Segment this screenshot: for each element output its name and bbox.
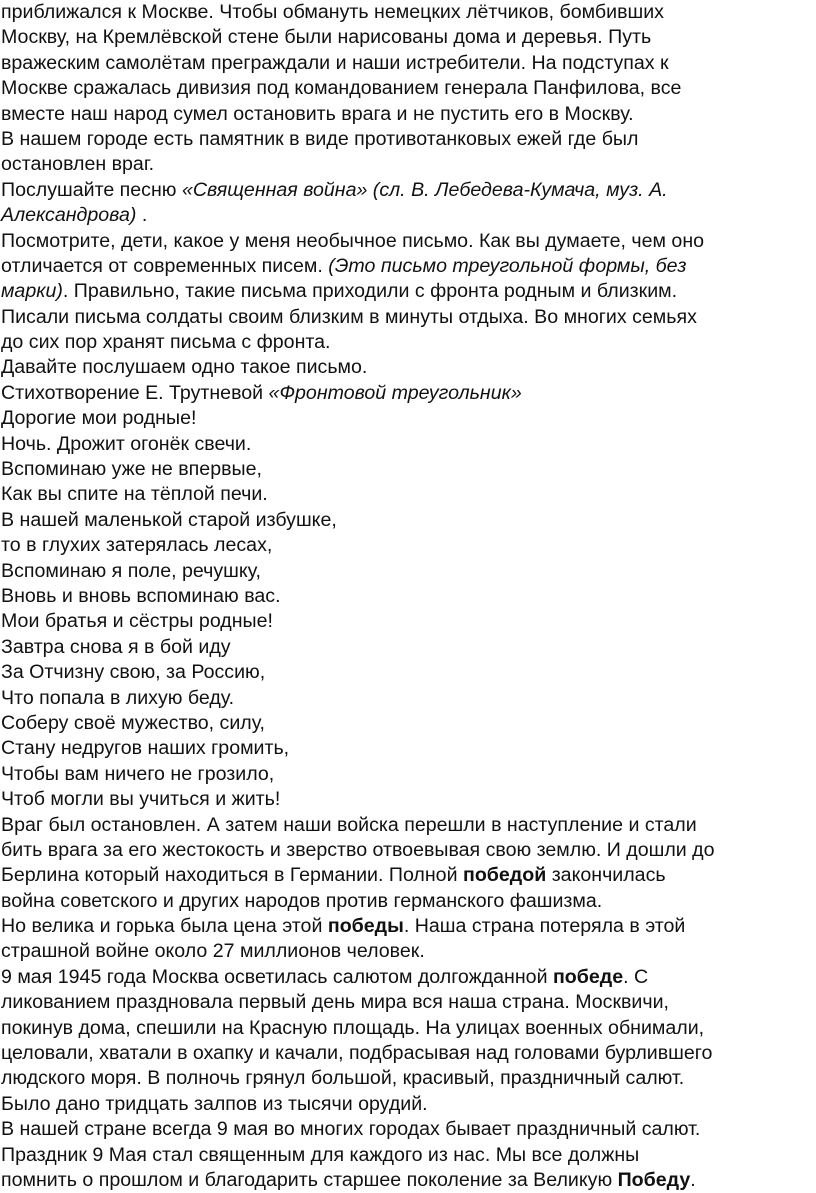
text-run: Чтобы вам ничего не грозило, [1, 762, 275, 785]
text-line [1, 990, 816, 1015]
text-line [1, 609, 816, 634]
text-run: Москве сражалась дивизия под командованием генерала Панфилова, все [1, 77, 682, 100]
text-line [1, 939, 816, 964]
text-line [1, 25, 816, 50]
text-line [1, 660, 816, 685]
bold-text-run: Победу [617, 1168, 691, 1191]
text-line [1, 482, 816, 507]
text-line [1, 838, 816, 863]
text-run: Давайте послушаем одно такое письмо. [1, 356, 368, 379]
text-run: Праздник 9 Мая стал священным для каждого из нас. Мы все должны [1, 1143, 640, 1166]
text-run: Дорогие мои родные! [1, 407, 197, 430]
text-run: приближался к Москве. Чтобы обмануть немецких лётчиков, бомбивших [1, 1, 664, 23]
text-run: Стану недругов наших громить, [1, 737, 290, 760]
italic-text-run: (Это письмо треугольной формы, без [328, 254, 687, 277]
text-line [1, 102, 816, 127]
text-run: Стихотворение Е. Трутневой [1, 381, 269, 404]
text-run: страшной войне около 27 миллионов человек. [1, 940, 425, 963]
text-line [1, 406, 816, 431]
text-run: людского моря. В полночь грянул большой, красивый, праздничный салют. [1, 1067, 685, 1090]
text-line [1, 127, 816, 152]
text-line [1, 1041, 816, 1066]
text-line [1, 1168, 816, 1193]
text-line [1, 76, 816, 101]
text-run: Послушайте песню [1, 178, 182, 201]
text-line [1, 584, 816, 609]
text-line [1, 863, 816, 888]
text-run: Было дано тридцать залпов из тысячи орудий. [1, 1092, 428, 1115]
text-line [1, 787, 816, 812]
text-line [1, 508, 816, 533]
text-run: бить врага за его жестокость и зверство отвоевывая свою землю. И дошли до [1, 838, 715, 861]
text-run: вместе наш народ сумел остановить врага и не пустить его в Москву. [1, 102, 634, 125]
text-line [1, 305, 816, 330]
text-run: Но велика и горька была цена этой [1, 915, 328, 938]
text-run: целовали, хватали в охапку и качали, подбрасывая над головами бурлившего [1, 1042, 713, 1065]
text-run: Завтра снова я в бой иду [1, 635, 231, 658]
text-line [1, 51, 816, 76]
text-line [1, 965, 816, 990]
text-run: В нашем городе есть памятник в виде противотанковых ежей где был [1, 127, 639, 150]
bold-text-run: победой [462, 864, 547, 887]
text-run: . [136, 204, 148, 227]
bold-text-run: победе [552, 965, 624, 988]
text-run: Вспоминаю я поле, речушку, [1, 559, 261, 582]
text-line [1, 330, 816, 355]
text-run: Посмотрите, дети, какое у меня необычное письмо. Как вы думаете, чем оно [1, 229, 705, 252]
italic-text-run: «Священная война» (сл. В. Лебедева-Кумача, муз. А. [181, 178, 668, 201]
text-line [1, 432, 816, 457]
text-line [1, 355, 816, 380]
text-run: Чтоб могли вы учиться и жить! [1, 788, 281, 811]
text-run: Мои братья и сёстры родные! [1, 610, 273, 633]
text-run: В нашей стране всегда 9 мая во многих городах бывает праздничный салют. [1, 1118, 701, 1141]
text-line [1, 635, 816, 660]
text-line [1, 813, 816, 838]
text-run: Как вы спите на тёплой печи. [1, 483, 268, 506]
text-run: Писали письма солдаты своим близким в минуты отдыха. Во многих семьях [1, 305, 697, 328]
text-run: Москву, на Кремлёвской стене были нарисованы дома и деревья. Путь [1, 26, 652, 49]
bold-text-run: победы [327, 915, 404, 938]
text-run: Вспоминаю уже не впервые, [1, 458, 262, 481]
text-line [1, 203, 816, 228]
text-run: Соберу своё мужество, силу, [1, 711, 265, 734]
text-line [1, 0, 816, 25]
text-run: покинув дома, спешили на Красную площадь. На улицах военных обнимали, [1, 1016, 705, 1039]
text-line [1, 1016, 816, 1041]
text-line [1, 229, 816, 254]
text-run: помнить о прошлом и благодарить старшее поколение за Великую [1, 1168, 618, 1191]
text-run: В нашей маленькой старой избушке, [1, 508, 337, 531]
text-line [1, 686, 816, 711]
text-run: Вновь и вновь вспоминаю вас. [1, 584, 281, 607]
text-line [1, 1092, 816, 1117]
text-line [1, 279, 816, 304]
text-line [1, 736, 816, 761]
text-run: отличается от современных писем. [1, 254, 329, 277]
text-line [1, 457, 816, 482]
text-line [1, 152, 816, 177]
text-line [1, 711, 816, 736]
text-line [1, 889, 816, 914]
text-run: война советского и других народов против германского фашизма. [1, 889, 603, 912]
text-run: Что попала в лихую беду. [1, 686, 235, 709]
text-line [1, 559, 816, 584]
text-run: . [690, 1168, 696, 1191]
text-line [1, 1143, 816, 1168]
text-run: . Правильно, такие письма приходили с фронта родным и близким. [62, 280, 678, 303]
text-line [1, 533, 816, 558]
text-line [1, 254, 816, 279]
italic-text-run: Александрова) [1, 204, 137, 227]
text-run: ликованием праздновала первый день мира вся наша страна. Москвичи, [1, 991, 669, 1014]
text-run: 9 мая 1945 года Москва осветилась салютом долгожданной [1, 965, 553, 988]
text-line [1, 178, 816, 203]
text-run: до сих пор хранят письма с фронта. [1, 331, 331, 354]
text-run: остановлен враг. [1, 153, 155, 176]
italic-text-run: «Фронтовой треугольник» [268, 381, 522, 404]
text-run: Ночь. Дрожит огонёк свечи. [1, 432, 252, 455]
text-run: . С [623, 965, 649, 988]
text-run: вражеским самолётам преграждали и наши истребители. На подступах к [1, 51, 669, 74]
text-run: Враг был остановлен. А затем наши войска перешли в наступление и стали [1, 813, 697, 836]
text-run: За Отчизну свою, за Россию, [1, 661, 266, 684]
text-line [1, 1117, 816, 1142]
text-run: то в глухих затерялась лесах, [1, 534, 273, 557]
text-run: закончилась [546, 864, 666, 887]
text-run: Берлина который находиться в Германии. Полной [1, 864, 463, 887]
text-line [1, 762, 816, 787]
italic-text-run: марки) [1, 280, 63, 303]
text-line [1, 381, 816, 406]
text-line [1, 1066, 816, 1091]
text-line [1, 914, 816, 939]
text-run: . Наша страна потеряла в этой [403, 915, 686, 938]
